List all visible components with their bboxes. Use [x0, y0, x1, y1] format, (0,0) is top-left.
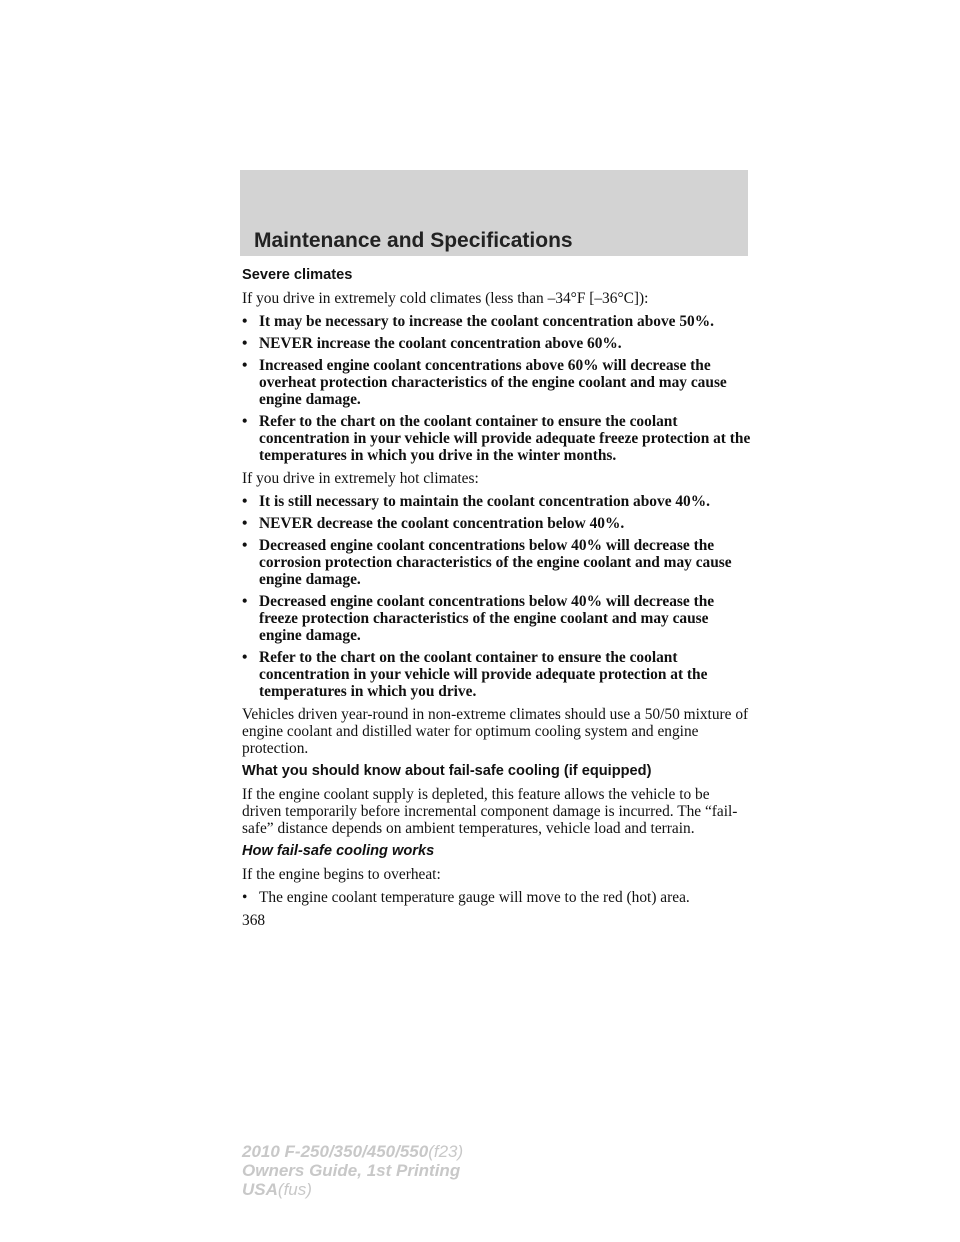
cold-climate-intro: If you drive in extremely cold climates (less than –34°F [–36°C]): [242, 290, 649, 307]
page-number: 368 [242, 912, 266, 929]
how-fail-safe-works-heading: How fail-safe cooling works [242, 843, 435, 859]
list-item: • Increased engine coolant concentrations above 60% will decrease the overheat protection characteristics of the engine coolant and may cause engine damage. [242, 357, 727, 408]
section-title: Maintenance and Specifications [254, 229, 573, 252]
footer-country-code: (fus) [277, 1180, 312, 1199]
list-item: • Refer to the chart on the coolant container to ensure the coolant concentration in your vehicle will provide adequate freeze protection at the temperatures in which you drive in the winter months. [242, 413, 751, 464]
footer-country: USA [242, 1180, 278, 1199]
cold-climate-list [242, 313, 752, 464]
bullet-icon: • [242, 335, 248, 352]
list-item: • Decreased engine coolant concentrations below 40% will decrease the freeze protection characteristics of the engine coolant and may cause engine damage. [242, 593, 715, 644]
list-item: • The engine coolant temperature gauge will move to the red (hot) area. [242, 889, 690, 906]
list-item: • Refer to the chart on the coolant container to ensure the coolant concentration in your vehicle will provide adequate protection at the temperatures in which you drive. [242, 649, 708, 700]
footer-model-code: (f23) [428, 1142, 464, 1161]
hot-climate-list [242, 493, 752, 700]
severe-climates-heading: Severe climates [242, 267, 353, 283]
list-item: • It is still necessary to maintain the coolant concentration above 40%. [242, 493, 710, 510]
bullet-icon: • [242, 313, 248, 330]
overheat-list [242, 889, 752, 906]
bullet-icon: • [242, 515, 248, 532]
list-item: • It may be necessary to increase the coolant concentration above 50%. [242, 313, 714, 330]
fail-safe-heading: What you should know about fail-safe cooling (if equipped) [242, 763, 652, 779]
list-item: • NEVER decrease the coolant concentration below 40%. [242, 515, 625, 532]
overheat-intro: If the engine begins to overheat: [242, 866, 441, 883]
footer-printing: Owners Guide, 1st Printing [242, 1161, 461, 1180]
bullet-icon: • [242, 537, 248, 554]
bullet-icon: • [242, 493, 248, 510]
page-content [242, 267, 752, 929]
bullet-icon: • [242, 357, 248, 374]
footer-model: 2010 F-250/350/450/550 [242, 1142, 429, 1161]
list-item: • Decreased engine coolant concentrations below 40% will decrease the corrosion protection characteristics of the engine coolant and may cause engine damage. [242, 537, 732, 588]
bullet-icon: • [242, 593, 248, 610]
mixture-paragraph: Vehicles driven year-round in non-extreme climates should use a 50/50 mixture of engine coolant and distilled water for optimum cooling system and engine protection. [242, 706, 749, 757]
document-footer [242, 1142, 463, 1199]
list-item: • NEVER increase the coolant concentration above 60%. [242, 335, 622, 352]
fail-safe-paragraph: If the engine coolant supply is depleted, this feature allows the vehicle to be driven temporarily before incremental component damage is incurred. The “fail-safe” distance depends on ambient temperatures, vehicle load and terrain. [242, 786, 738, 837]
bullet-icon: • [242, 889, 248, 906]
bullet-icon: • [242, 413, 248, 430]
hot-climate-intro: If you drive in extremely hot climates: [242, 470, 479, 487]
bullet-icon: • [242, 649, 248, 666]
